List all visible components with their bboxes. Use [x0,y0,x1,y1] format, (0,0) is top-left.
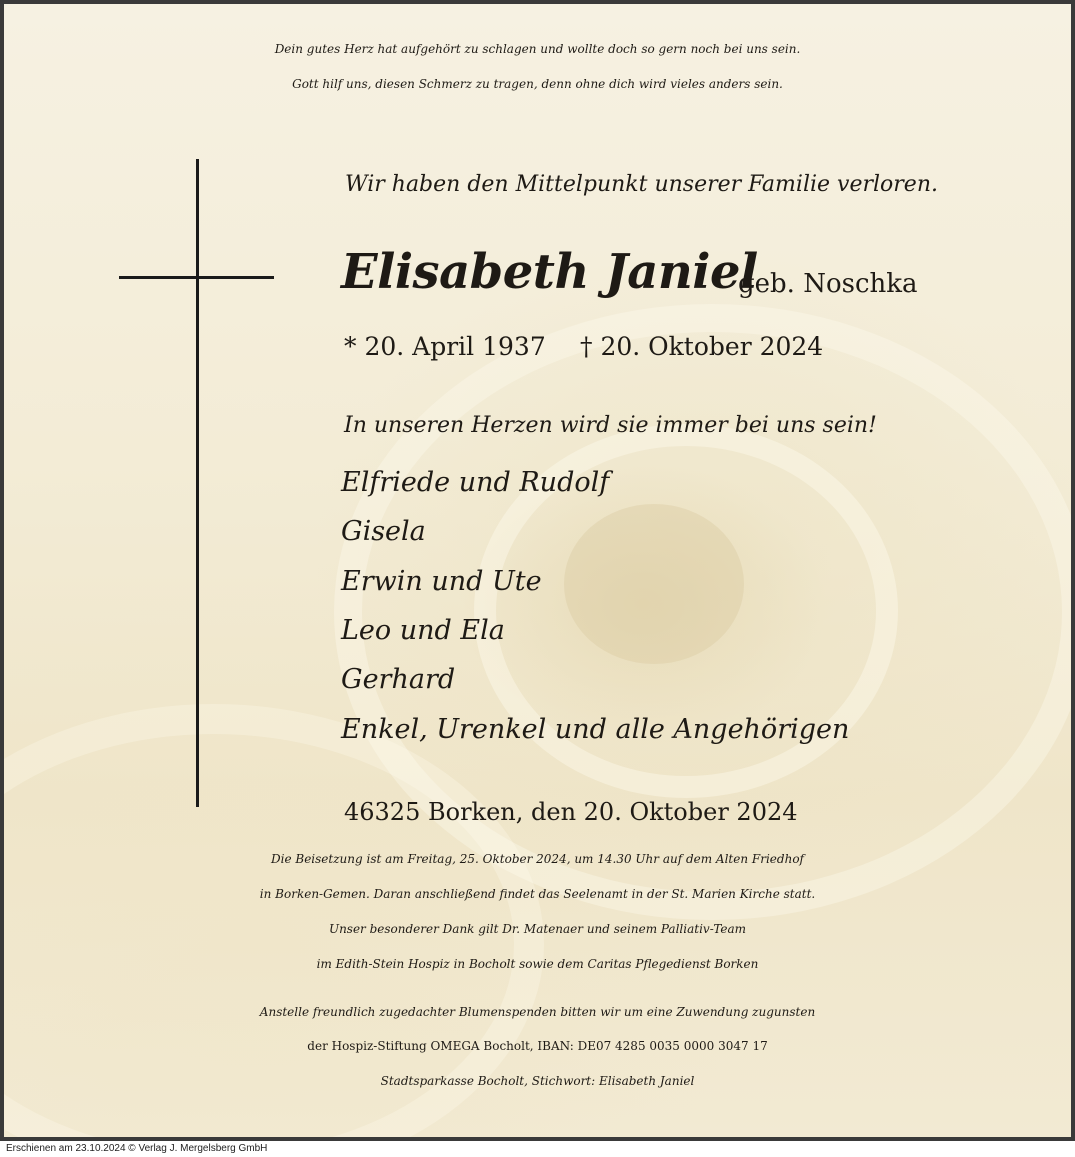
place-date: 46325 Borken, den 20. Oktober 2024 [344,798,798,826]
funeral-line-2: in Borken-Gemen. Daran anschließend findet das Seelenamt in der St. Marien Kirche statt. [259,887,816,901]
death-date: † 20. Oktober 2024 [580,332,824,361]
rose-background [334,304,1075,920]
verse-line-1: Dein gutes Herz hat aufgehört zu schlagen und wollte doch so gern noch bei uns sein. [274,42,801,56]
deceased-name: Elisabeth Janiel [341,244,758,300]
mourner: Leo und Ela [341,615,505,646]
mourner: Gisela [341,516,426,547]
birth-date: * 20. April 1937 [344,332,546,361]
birth-name: geb. Noschka [738,269,918,299]
cross-icon [196,159,199,807]
donation-line-2: der Hospiz-Stiftung OMEGA Bocholt, IBAN: DE07 4285 0035 0000 3047 17 [307,1039,768,1053]
remembrance-text: In unseren Herzen wird sie immer bei uns sein! [344,413,877,438]
funeral-line-1: Die Beisetzung ist am Freitag, 25. Oktober 2024, um 14.30 Uhr auf dem Alten Friedhof [271,852,804,866]
mourner: Elfriede und Rudolf [341,467,610,498]
donation-line-3: Stadtsparkasse Bocholt, Stichwort: Elisabeth Janiel [380,1074,695,1088]
funeral-line-3: Unser besonderer Dank gilt Dr. Matenaer und seinem Palliativ-Team [328,922,747,936]
funeral-line-4: im Edith-Stein Hospiz in Bocholt sowie dem Caritas Pflegedienst Borken [316,957,759,971]
publication-footer: Erschienen am 23.10.2024 © Verlag J. Mergelsberg GmbH [0,1141,1075,1157]
intro-text: Wir haben den Mittelpunkt unserer Familie verloren. [345,172,938,197]
mourner: Enkel, Urenkel und alle Angehörigen [341,714,850,745]
cross-icon-bar [119,276,274,279]
rose-petal [564,504,744,664]
mourner: Erwin und Ute [341,566,542,597]
mourner: Gerhard [341,664,456,695]
donation-line-1: Anstelle freundlich zugedachter Blumenspenden bitten wir um eine Zuwendung zugunsten [259,1005,816,1019]
verse-line-2: Gott hilf uns, diesen Schmerz zu tragen, denn ohne dich wird vieles anders sein. [292,77,783,91]
